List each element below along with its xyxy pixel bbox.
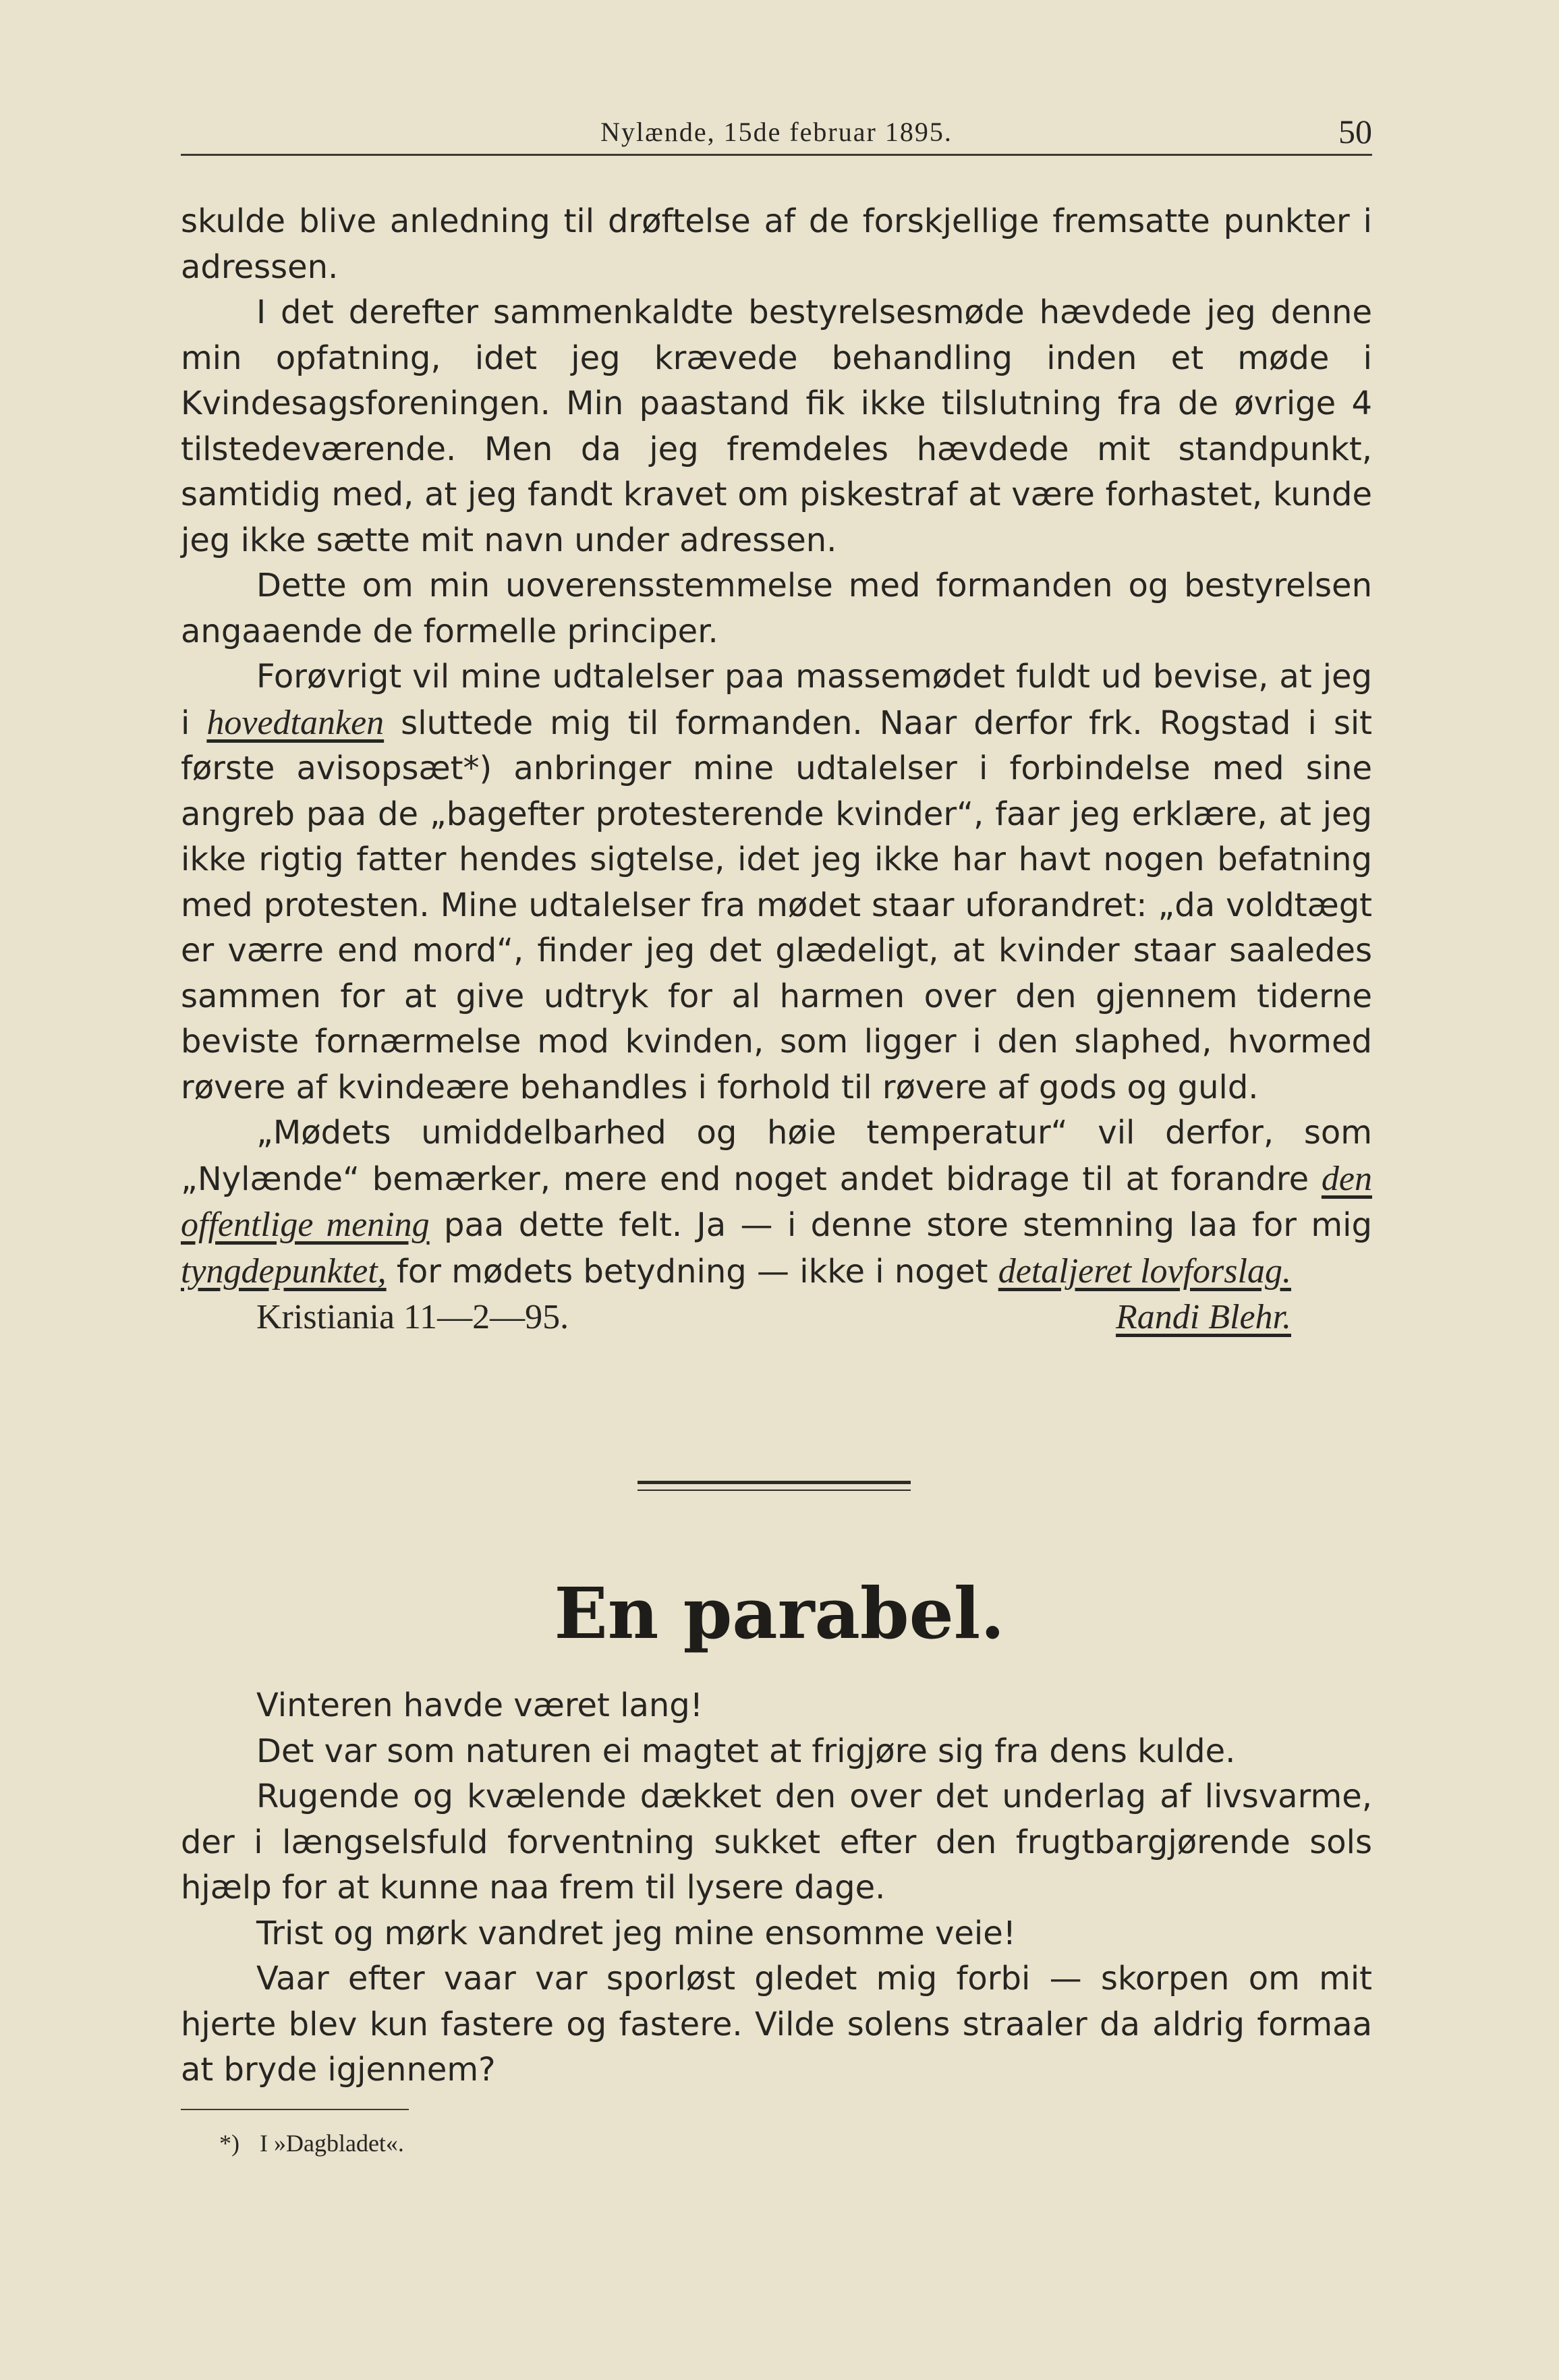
running-title: Nylænde, 15de februar 1895. (600, 117, 953, 147)
p5-emphasis-lovforslag: detaljeret lovforslag. (998, 1251, 1291, 1291)
p4-text-a: Forøvrigt vil mine udtalelser paa massemødet fuldt ud bevise, at jeg i (181, 658, 1372, 742)
p5-emphasis-tyngdepunktet: tyngdepunktet, (181, 1251, 387, 1291)
section-paragraph-5: Vaar efter vaar var sporløst gledet mig forbi — skorpen om mit hjerte blev kun fastere og fastere. Vilde solens straaler da aldrig formaa at bryde igjennem? (181, 1960, 1372, 2089)
header-rule (181, 154, 1372, 156)
section-divider-thin (637, 1490, 911, 1491)
section-divider-thick (637, 1481, 911, 1484)
footnote-text: I »Dagbladet«. (260, 2130, 404, 2157)
p5-emphasis-offentlige-mening: den offentlige mening (181, 1159, 1372, 1244)
paragraph-1: skulde blive anledning til drøftelse af de forskjellige fremsatte punkter i adressen. (181, 202, 1372, 286)
p5-text-e: for mødets betydning — ikke i noget (386, 1252, 998, 1291)
section-paragraph-3: Rugende og kvælende dækket den over det underlag af livsvarme, der i længselsfuld forventning sukket efter den frugtbargjørende sols hjælp for at kunne naa frem til lysere dage. (181, 1778, 1372, 1906)
p5-text-a: „Mødets umiddelbarhed og høie temperatur“ vil derfor, som „Nylænde“ bemærker, mere end noget andet bidrage til at forandre (181, 1114, 1372, 1198)
page-number: 50 (1338, 113, 1372, 150)
section-paragraph-2: Det var som naturen ei magtet at frigjøre sig fra dens kulde. (256, 1732, 1236, 1770)
paragraph-4 (181, 654, 1372, 1110)
page-header (181, 109, 1372, 157)
section-body (181, 1683, 1372, 2093)
paragraph-2: I det derefter sammenkaldte bestyrelsesmøde hævdede jeg denne min opfatning, idet jeg krævede behandling inden et møde i Kvindesagsforeningen. Min paastand fik ikke tilslutning fra de øvrige 4 tilstedeværende. Men da jeg fremdeles hævdede mit standpunkt, samtidig med, at jeg fandt kravet om piskestraf at være forhastet, kunde jeg ikke sætte mit navn under adressen. (181, 293, 1372, 559)
section-title: En parabel. (554, 1572, 1005, 1655)
p4-text-c: sluttede mig til formanden. Naar derfor frk. Rogstad i sit første avisopsæt*) anbringer mine udtalelser i forbindelse med sine angreb paa de „bagefter protesterende kvinder“, faar jeg erklære, at jeg ikke rigtig fatter hendes sigtelse, idet jeg ikke har havt nogen befatning med protesten. Mine udtalelser fra mødet staar uforandret: „da voldtægt er værre end mord“, finder jeg det glædeligt, at kvinder staar saaledes sammen for at give udtryk for al harmen over den gjennem tiderne beviste fornærmelse mod kvinden, som ligger i den slaphed, hvormed røvere af kvindeære behandles i forhold til røvere af gods og guld. (181, 704, 1373, 1106)
section-paragraph-1: Vinteren havde været lang! (256, 1687, 703, 1724)
dateline: Kristiania 11—2—95. (256, 1298, 569, 1336)
article-body (181, 199, 1372, 1340)
p4-emphasis-hovedtanken: hovedtanken (206, 703, 385, 742)
paragraph-5 (181, 1110, 1372, 1295)
signature-line (181, 1295, 1372, 1340)
paragraph-3: Dette om min uoverensstemmelse med formanden og bestyrelsen angaaende de formelle principer. (181, 567, 1372, 650)
footnote (219, 2129, 404, 2157)
footnote-rule (181, 2109, 409, 2110)
p5-text-c: paa dette felt. Ja — i denne store stemning laa for mig (429, 1206, 1372, 1244)
footnote-mark: *) (219, 2130, 239, 2157)
section-paragraph-4: Trist og mørk vandret jeg mine ensomme veie! (256, 1914, 1017, 1952)
author-signature: Randi Blehr. (1116, 1298, 1291, 1336)
